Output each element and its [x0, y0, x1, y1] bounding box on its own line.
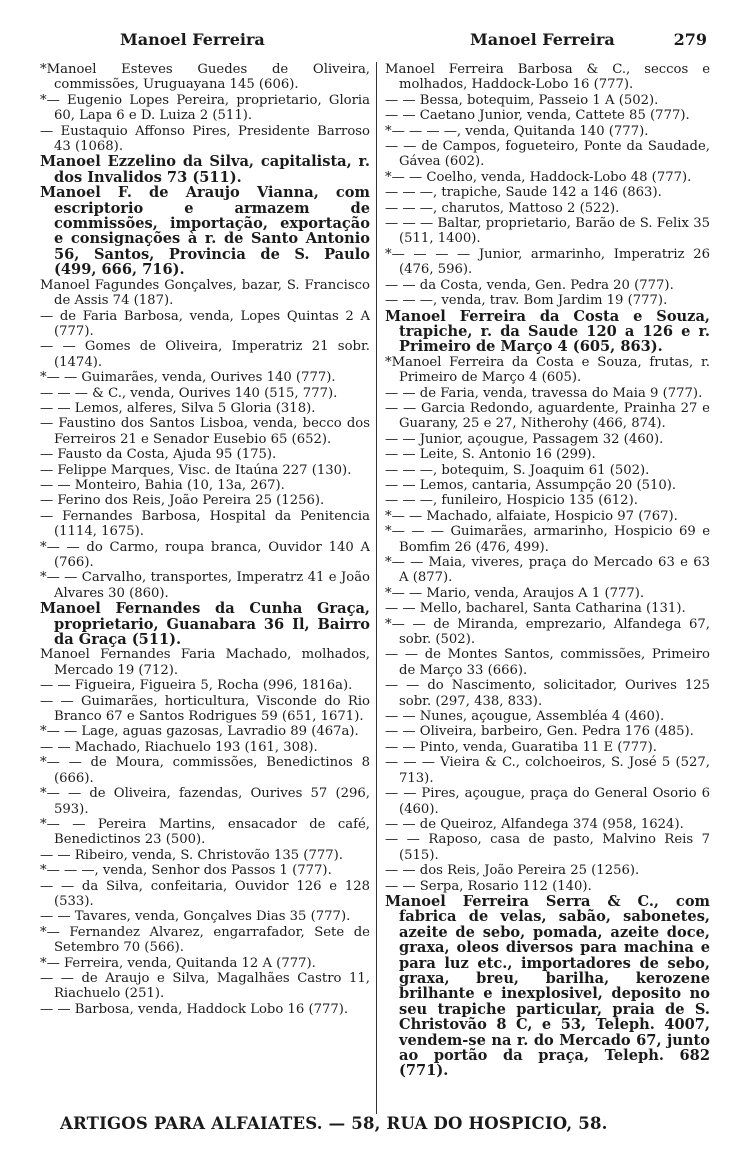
page-number: 279	[673, 30, 707, 49]
directory-entry: Manoel Fagundes Gonçalves, bazar, S. Francisco de Assis 74 (187).	[40, 277, 370, 309]
directory-entry: — Fernandes Barbosa, Hospital da Penitencia (1114, 1675).	[40, 508, 370, 540]
directory-entry: Manoel Fernandes Faria Machado, molhados, Mercado 19 (712).	[40, 647, 370, 678]
directory-entry: *— — de Miranda, emprezario, Alfandega 67, sobr. (502).	[385, 616, 710, 648]
directory-entry: — — de Montes Santos, commissões, Primeiro de Março 33 (666).	[385, 647, 710, 678]
directory-entry: *— — de Moura, commissões, Benedictinos 8 (666).	[40, 755, 370, 786]
directory-entry: *— — Carvalho, transportes, Imperatrz 41 e João Alvares 30 (860).	[40, 570, 370, 601]
directory-entry: — — Barbosa, venda, Haddock Lobo 16 (777).	[40, 1001, 349, 1017]
directory-entry: — — Leite, S. Antonio 16 (299).	[385, 447, 596, 463]
directory-entry: Manoel Fernandes da Cunha Graça, proprietario, Guanabara 36 Il, Bairro da Graça (511).	[40, 600, 370, 649]
directory-entry: *— — — — Junior, armarinho, Imperatriz 26 (476, 596).	[385, 246, 710, 278]
directory-entry: — — Lemos, alferes, Silva 5 Gloria (318).	[40, 400, 316, 416]
directory-entry: *— — Pereira Martins, ensacador de café, Benedictinos 23 (500).	[40, 816, 370, 848]
footer-advertisement: ARTIGOS PARA ALFAIATES. — 58, RUA DO HOSPICIO, 58.	[60, 1114, 608, 1133]
directory-entry: — — Garcia Redondo, aguardente, Prainha 27 e Guarany, 25 e 27, Nitherohy (466, 874).	[385, 400, 710, 432]
directory-entry: — — Tavares, venda, Gonçalves Dias 35 (777).	[40, 909, 351, 925]
directory-entry: — — — Baltar, proprietario, Barão de S. Felix 35 (511, 1400).	[385, 216, 710, 247]
directory-entry: — — Ribeiro, venda, S. Christovão 135 (777).	[40, 847, 343, 863]
directory-entry: *— — — —, venda, Quitanda 140 (777).	[385, 123, 649, 139]
directory-entry: — — Mello, bacharel, Santa Catharina (131).	[385, 601, 686, 617]
directory-entry: Manoel Ferreira Barbosa & C., seccos e molhados, Haddock-Lobo 16 (777).	[385, 62, 710, 93]
directory-entry: — — do Nascimento, solicitador, Ourives 125 sobr. (297, 438, 833).	[385, 678, 710, 709]
directory-entry: — — Lemos, cantaria, Assumpção 20 (510).	[385, 477, 677, 493]
directory-entry: *— — Lage, aguas gazosas, Lavradio 89 (467a).	[40, 724, 359, 740]
directory-entry: — Eustaquio Affonso Pires, Presidente Barroso 43 (1068).	[40, 123, 370, 155]
directory-entry: — — Bessa, botequim, Passeio 1 A (502).	[385, 92, 659, 108]
directory-entry: — — dos Reis, João Pereira 25 (1256).	[385, 863, 640, 879]
directory-entry: — Felippe Marques, Visc. de Itaúna 227 (130).	[40, 462, 352, 478]
directory-entry: — — —, charutos, Mattoso 2 (522).	[385, 200, 620, 216]
directory-entry: — de Faria Barbosa, venda, Lopes Quintas 2 A (777).	[40, 308, 370, 339]
directory-entry: — — —, trapiche, Saude 142 a 146 (863).	[385, 185, 662, 201]
directory-entry: — Fausto da Costa, Ajuda 95 (175).	[40, 447, 277, 463]
directory-entry: — — Machado, Riachuelo 193 (161, 308).	[40, 739, 318, 755]
directory-entry: — — — & C., venda, Ourives 140 (515, 777).	[40, 385, 338, 401]
directory-entry: *— — Coelho, venda, Haddock-Lobo 48 (777).	[385, 169, 692, 185]
directory-entry: *Manoel Ferreira da Costa e Souza, frutas, r. Primeiro de Março 4 (605).	[385, 354, 710, 386]
directory-entry: — — Gomes de Oliveira, Imperatriz 21 sobr. (1474).	[40, 339, 370, 370]
directory-entry: *— — —, venda, Senhor dos Passos 1 (777).	[40, 863, 332, 879]
header-left-title: Manoel Ferreira	[120, 30, 265, 49]
directory-entry: — — Caetano Junior, venda, Cattete 85 (777).	[385, 108, 690, 124]
directory-entry: — — de Queiroz, Alfandega 374 (958, 1624).	[385, 816, 684, 832]
directory-entry: — — Figueira, Figueira 5, Rocha (996, 1816a).	[40, 678, 353, 694]
directory-entry: — — Raposo, casa de pasto, Malvino Reis 7 (515).	[385, 832, 710, 863]
directory-entry: *Manoel Esteves Guedes de Oliveira, commissões, Uruguayana 145 (606).	[40, 62, 370, 93]
directory-entry: — — de Faria, venda, travessa do Maia 9 (777).	[385, 385, 703, 401]
directory-entry: — — Junior, açougue, Passagem 32 (460).	[385, 431, 664, 447]
directory-entry: — — —, funileiro, Hospicio 135 (612).	[385, 493, 638, 509]
directory-entry: *— Fernandez Alvarez, engarrafador, Sete de Setembro 70 (566).	[40, 924, 370, 956]
directory-entry: — — de Araujo e Silva, Magalhães Castro 11, Riachuelo (251).	[40, 970, 370, 1002]
column-divider	[376, 62, 377, 1114]
left-column	[40, 62, 370, 1017]
directory-entry: — — — Vieira & C., colchoeiros, S. José 5 (527, 713).	[385, 755, 710, 786]
directory-entry: *— — de Oliveira, fazendas, Ourives 57 (296, 593).	[40, 786, 370, 817]
directory-entry: — — Pires, açougue, praça do General Osorio 6 (460).	[385, 786, 710, 817]
directory-entry: — — Oliveira, barbeiro, Gen. Pedra 176 (485).	[385, 724, 694, 740]
directory-entry: — — Serpa, Rosario 112 (140).	[385, 878, 592, 894]
directory-entry: *— — Maia, viveres, praça do Mercado 63 e 63 A (877).	[385, 555, 710, 586]
header-right-title: Manoel Ferreira	[470, 30, 615, 49]
directory-entry: Manoel Ezzelino da Silva, capitalista, r. dos Invalidos 73 (511).	[40, 153, 370, 186]
directory-entry: Manoel Ferreira Serra & C., com fabrica de velas, sabão, sabonetes, azeite de sebo, pomada, azeite doce, graxa, oleos diversos para machina e para luz etc., importadores de sebo, graxa, breu, barilha, kerozene brilhante e inexplosivel, deposito no seu trapiche particular, praia de S. Christovão 8 C, e 53, Teleph. 4007, vendem-se na r. do Mercado 67, junto ao portão da praça, Teleph. 682 (771).	[385, 892, 710, 1080]
directory-entry: Manoel F. de Araujo Vianna, com escriptorio e armazem de commissões, importação, exportação e consignações à r. de Santo Antonio 56, Santos, Provincia de S. Paulo (499, 666, 716).	[40, 184, 370, 279]
directory-entry: — — —, venda, trav. Bom Jardim 19 (777).	[385, 293, 668, 309]
directory-entry: — — Nunes, açougue, Assembléa 4 (460).	[385, 709, 665, 725]
directory-entry: — — Monteiro, Bahia (10, 13a, 267).	[40, 477, 285, 493]
directory-entry: — — de Campos, fogueteiro, Ponte da Saudade, Gávea (602).	[385, 139, 710, 170]
directory-entry: *— Ferreira, venda, Quitanda 12 A (777).	[40, 955, 316, 971]
directory-entry: *— — Machado, alfaiate, Hospicio 97 (767).	[385, 508, 678, 524]
directory-entry: — — —, botequim, S. Joaquim 61 (502).	[385, 462, 650, 478]
directory-entry: — — Guimarães, horticultura, Visconde do Rio Branco 67 e Santos Rodrigues 59 (651, 1671).	[40, 693, 370, 725]
directory-entry: *— Eugenio Lopes Pereira, proprietario, Gloria 60, Lapa 6 e D. Luiza 2 (511).	[40, 92, 370, 124]
directory-entry: — Faustino dos Santos Lisboa, venda, becco dos Ferreiros 21 e Senador Eusebio 65 (652).	[40, 416, 370, 447]
directory-entry: *— — — Guimarães, armarinho, Hospicio 69 e Bomfim 26 (476, 499).	[385, 524, 710, 555]
right-column	[385, 62, 710, 1079]
directory-entry: — — da Costa, venda, Gen. Pedra 20 (777).	[385, 277, 674, 293]
running-header	[40, 30, 707, 52]
directory-entry: — Ferino dos Reis, João Pereira 25 (1256).	[40, 493, 325, 509]
directory-entry: — — Pinto, venda, Guaratiba 11 E (777).	[385, 739, 657, 755]
directory-entry: — — da Silva, confeitaria, Ouvidor 126 e 128 (533).	[40, 878, 370, 909]
directory-entry: Manoel Ferreira da Costa e Souza, trapiche, r. da Saude 120 a 126 e r. Primeiro de Março 4 (605, 863).	[385, 307, 710, 356]
directory-entry: *— — do Carmo, roupa branca, Ouvidor 140 A (766).	[40, 539, 370, 570]
directory-entry: *— — Guimarães, venda, Ourives 140 (777).	[40, 370, 336, 386]
directory-entry: *— — Mario, venda, Araujos A 1 (777).	[385, 585, 645, 601]
